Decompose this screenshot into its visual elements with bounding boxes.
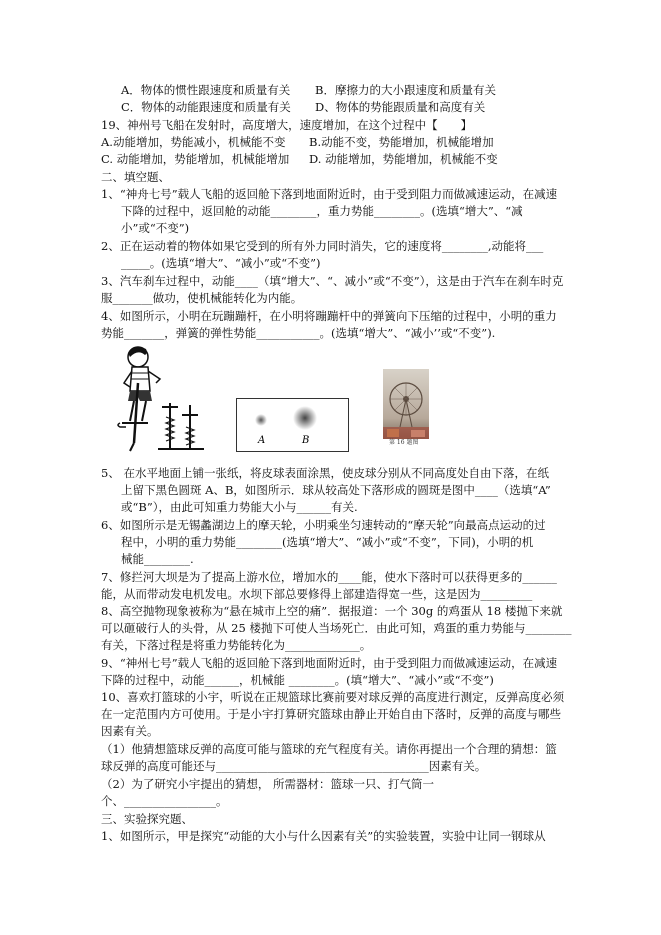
spot-a-label: A [258,435,266,446]
q6-line-3: 械能________. [121,552,194,566]
exp-q1-line-1: 1、如图所示，甲是探究“动能的大小与什么因素有关”的实验装置，实验中让同一钢球从 [101,829,546,843]
section-experiment-heading: 三、实验探究题、 [101,812,193,826]
q19-option-b: B.动能不变，势能增加，机械能增加 [309,135,494,149]
q19-option-c: C. 动能增加，势能增加，机械能增加 [101,152,290,166]
q5-line-1: 5、 在水平地面上铺一张纸，将皮球表面涂黑，使皮球分别从不同高度处自由下落，在纸 [101,466,549,480]
q4-line-1: 4、如图所示，小明在玩蹦蹦杆，在小明将蹦蹦杆中的弹簧向下压缩的过程中，小明的重力 [101,309,557,323]
q18-option-b: B．摩擦力的大小跟速度和质量有关 [315,83,496,97]
q18-option-d: D、物体的势能跟质量和高度有关 [315,100,486,114]
q2-line-1: 2、正在运动着的物体如果它受到的所有外力同时消失，它的速度将________,动能将___ [101,239,544,253]
q10-equipment-line-1: （2）为了研究小宇提出的猜想， 所需器材：篮球一只、打气筒一 [101,777,434,791]
q18-option-a: A．物体的惯性跟速度和质量有关 [121,83,291,97]
q7-line-1: 7、修拦河大坝是为了提高上游水位，增加水的____能，使水下落时可以获得更多的______ [101,570,557,584]
q9-line-2: 下降的过程中，动能______，机械能 ________。(填“增大”、“减小”或“不变”) [101,673,494,687]
q8-line-2: 可以砸破行人的头骨，从 25 楼抛下可使人当场死亡．由此可知，鸡蛋的重力势能与________ [101,621,572,635]
q1-line-1: 1、“神舟七号”载人飞船的返回舱下落到地面附近时，由于受到阻力而做减速运动，在减速 [101,187,558,201]
q18-option-c: C．物体的动能跟速度和质量有关 [121,100,291,114]
spot-b [293,406,317,430]
q3-line-2: 服_______做功，使机械能转化为内能。 [101,291,303,305]
q10-guess-line-1: （1）他猜想篮球反弹的高度可能与篮球的充气程度有关。请你再提出一个合理的猜想：篮 [101,742,557,756]
q1-line-2: 下降的过程中，返回舱的动能________，重力势能________。(选填“增大”、“减 [121,204,523,218]
q2-line-2: _____。(选填“增大”、“减小”或“不变”) [121,256,321,270]
boy-shorts [128,391,152,401]
spot-b-label: B [302,435,310,446]
q10-guess-line-2: 球反弹的高度可能还与_____________________________________因素有关。 [101,759,487,773]
q10-line-2: 在一定范围内方可使用。于是小宇打算研究篮球由静止开始自由下落时，反弹的高度与哪些 [101,707,561,721]
q4-line-2: 势能_______，弹簧的弹性势能___________。(选填“增大”、“减小’’或“不变”). [101,326,496,340]
ferris-wheel-caption: 第 16 题图 [389,439,419,446]
q6-line-1: 6、如图所示是无锡蠡湖边上的摩天轮，小明乘坐匀速转动的“摩天轮”向最高点运动的过 [101,518,546,532]
q19-stem: 19、神州号飞船在发射时，高度增大，速度增加，在这个过程中【 】 [101,118,473,132]
q8-line-1: 8、高空抛物现象被称为“悬在城市上空的痛”．据报道：一个 30g 的鸡蛋从 18 楼抛下来就 [101,604,563,618]
q10-line-1: 10、喜欢打篮球的小宇，听说在正规篮球比赛前要对球反弹的高度进行测定，反弹高度必须 [101,690,565,704]
q1-line-3: 小”或“不变”) [121,221,190,235]
q5-line-2: 上留下黑色圆斑 A、B，如图所示．球从较高处下落形成的圆斑是图中____（选填“A” [121,483,551,497]
pogo-stick-figure [108,343,206,453]
q8-line-3: 有关，下落过程是将重力势能转化为_____________。 [101,638,372,652]
q6-line-2: 程中，小明的重力势能________(选填“增大”、“减小”或“不变”，下同)，小明的机 [121,535,534,549]
q10-equipment-line-2: 个、________________。 [101,794,228,808]
q3-line-1: 3、汽车刹车过程中，动能____（填“增大”、“、减小”或“不变”），这是由于汽车在刹车时克 [101,274,564,288]
q9-line-1: 9、“神州七号”载人飞船的返回舱下落到地面附近时，由于受到阻力而做减速运动，在减速 [101,656,558,670]
spot-a [255,414,267,426]
q7-line-2: 能，从而带动发电机发电。水坝下部总要修得上部建造得宽一些，这是因为_________ [101,587,533,601]
ball-spots-figure [236,398,349,452]
q10-line-3: 因素有关。 [101,724,159,738]
q19-option-a: A.动能增加，势能减小，机械能不变 [101,135,286,149]
ferris-wheel-photo [383,369,429,439]
q5-line-3: 或“B”），由此可知重力势能大小与______有关. [121,500,358,514]
section-fill-blank-heading: 二、填空题、 [101,170,170,184]
q19-option-d: D. 动能增加，势能增加，机械能不变 [309,152,498,166]
